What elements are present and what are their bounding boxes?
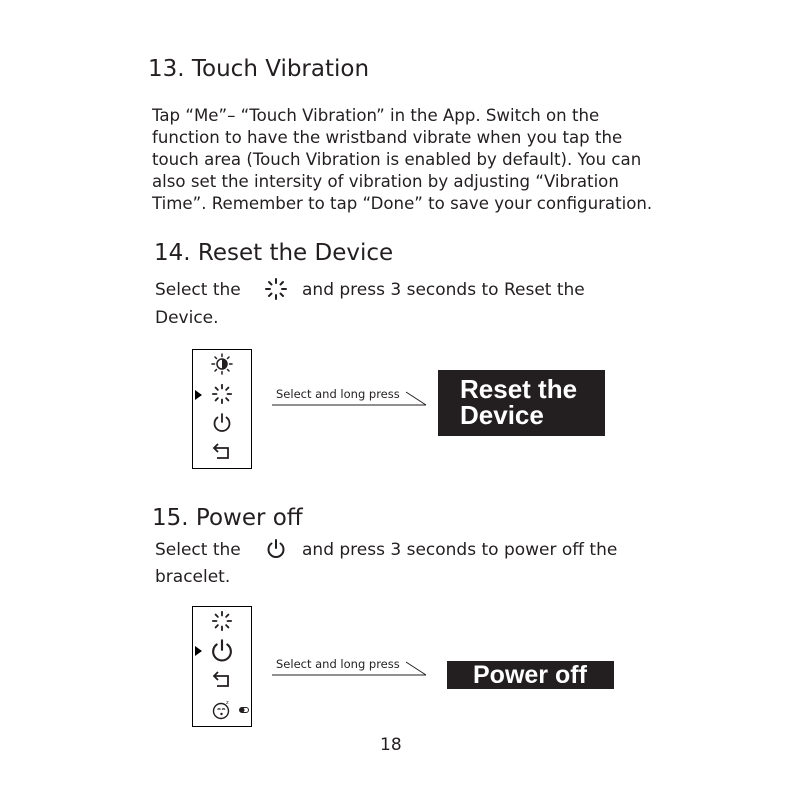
device-screen-reset — [192, 349, 252, 469]
brightness-icon — [211, 353, 233, 375]
reset-label-line1: Reset the — [460, 374, 578, 404]
selection-pointer — [195, 390, 202, 400]
section-14-text-before-icon: Select the — [155, 280, 241, 300]
section-14-text-line2: Device. — [155, 308, 219, 328]
back-icon — [211, 442, 233, 464]
section-15-heading: 15. Power off — [152, 505, 303, 531]
paragraph-line: also set the intersity of vibration by adjusting “Vibration — [152, 172, 619, 191]
section-15-text-line2: bracelet. — [155, 567, 231, 587]
arrow-right-icon — [272, 391, 430, 407]
section-15-text-after-icon: and press 3 seconds to power off the — [302, 540, 618, 560]
reset-icon — [264, 277, 288, 301]
selection-pointer — [195, 646, 202, 656]
paragraph-line: touch area (Touch Vibration is enabled by default). You can — [152, 150, 642, 169]
section-14-heading: 14. Reset the Device — [154, 240, 394, 266]
page-number: 18 — [380, 735, 402, 755]
reset-icon — [211, 383, 233, 405]
device-screen-power — [192, 606, 252, 727]
paragraph-line: Time”. Remember to tap “Done” to save your configuration. — [152, 194, 653, 213]
dnd-icon — [211, 699, 233, 721]
power-off-label: Power off — [473, 661, 587, 689]
section-13-paragraph — [152, 105, 652, 215]
select-long-press-label: Select and long press — [276, 657, 400, 671]
arrow-right-icon — [272, 661, 430, 677]
paragraph-line: Tap “Me”– “Touch Vibration” in the App. Switch on the — [152, 106, 600, 125]
reset-label-line2: Device — [460, 400, 544, 430]
power-icon — [209, 638, 235, 664]
battery-icon — [239, 707, 249, 713]
power-off-label-box — [447, 661, 614, 689]
section-15-text-before-icon: Select the — [155, 540, 241, 560]
reset-icon — [211, 610, 233, 632]
select-long-press-label: Select and long press — [276, 387, 400, 401]
section-14-text-after-icon: and press 3 seconds to Reset the — [302, 280, 585, 300]
reset-device-label-box — [438, 370, 605, 436]
paragraph-line: function to have the wristband vibrate when you tap the — [152, 128, 623, 147]
back-icon — [211, 670, 233, 692]
power-icon — [265, 537, 287, 561]
section-13-heading: 13. Touch Vibration — [148, 56, 370, 82]
svg-text:z: z — [226, 700, 229, 706]
power-icon — [211, 412, 233, 434]
